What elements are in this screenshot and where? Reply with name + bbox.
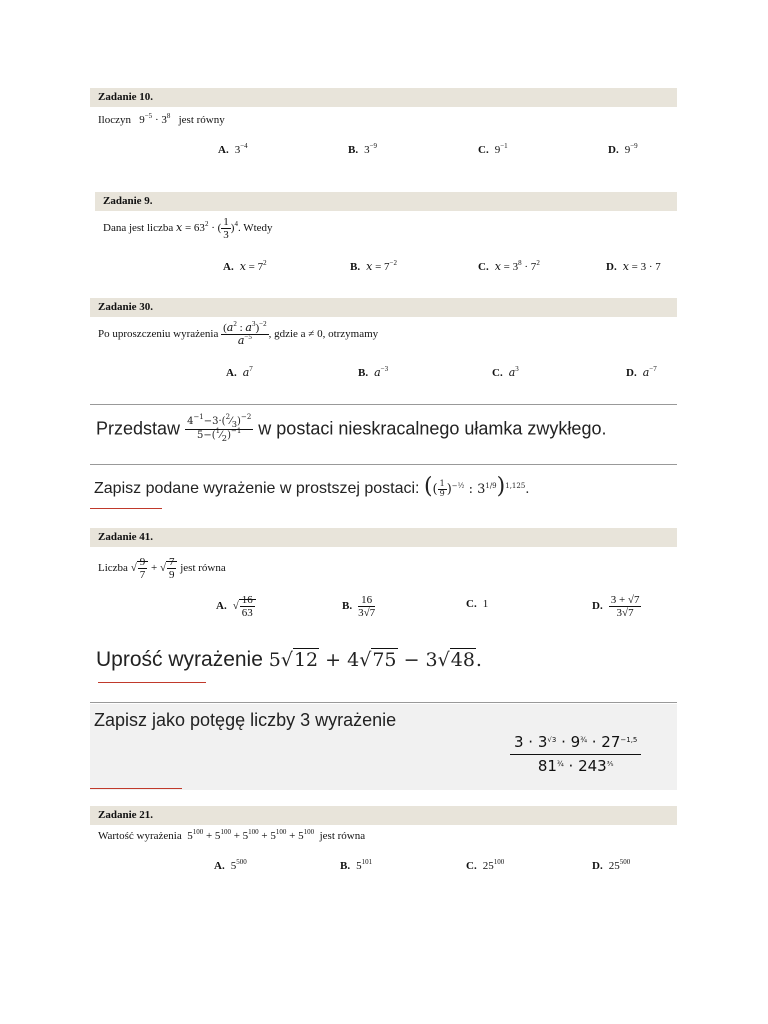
task-9-title: Zadanie 9. (95, 192, 677, 211)
task-21-title: Zadanie 21. (90, 806, 677, 825)
task-41-option-b[interactable]: B. $\frac{16}{3√7}$ (342, 594, 376, 620)
uprosc-expression: 5√12 + 4√75 − 3√48. (268, 649, 482, 671)
task-10-option-c[interactable]: C. $9^{-1}$ (478, 142, 508, 156)
task-41-option-d[interactable]: D. $\frac{3 + √7}{3√7}$ (592, 594, 640, 620)
task-10-option-b[interactable]: B. $3^{-9}$ (348, 142, 378, 156)
task-10-title: Zadanie 10. (90, 88, 677, 107)
task-10-question: Iloczyn $9^{-5} \cdot 3^8$ jest równy (98, 112, 225, 126)
task-41-option-c[interactable]: C. 1 (466, 598, 489, 610)
underline (98, 682, 206, 683)
task-21-option-b[interactable]: B. $5^{101}$ (340, 858, 373, 872)
task-30-title: Zadanie 30. (90, 298, 677, 317)
uprosc-task (90, 640, 677, 688)
task-41-option-a[interactable]: A. √ $\frac{16}{63}$ (216, 594, 256, 619)
underline (90, 788, 182, 789)
task-9-option-a[interactable]: A. $x = 7^2$ (223, 259, 267, 273)
task-9-option-c[interactable]: C. $x = 3^8 \cdot 7^2$ (478, 259, 540, 273)
task-9-option-b[interactable]: B. $x = 7^{-2}$ (350, 259, 397, 273)
task-30-option-b[interactable]: B. $a^{-3}$ (358, 365, 389, 379)
potega-expression: $\frac{3 \cdot 3^{√3} \cdot 9^{\frac{3}{4}} \cdot 27^{-1,5}}{81^{\frac{3}{4}} \cdot 243^{\frac{3}{5}}}$ (510, 734, 641, 774)
zapisz-lead: Zapisz podane wyrażenie w prostszej postaci: (94, 480, 420, 497)
zapisz-task (90, 466, 677, 512)
task-21-option-a[interactable]: A. $5^{500}$ (214, 858, 247, 872)
zapisz-expression: (( $\frac{1}{9}$ )$^{-\frac{1}{2}}$ : $3^{1/9})^{1,125}$. (423, 474, 530, 499)
przedstaw-lead: Przedstaw (96, 418, 181, 439)
przedstaw-fraction: $\frac{4^{-1}-3\cdot(^2⁄_3)^{-2}}{5-(^1⁄_2)^{-1}}$ (187, 413, 252, 444)
przedstaw-tail: w postaci nieskracalnego ułamka zwykłego. (258, 418, 607, 439)
task-21 (90, 806, 677, 882)
task-9 (95, 192, 677, 280)
task-30-option-a[interactable]: A. $a^7$ (226, 365, 253, 379)
task-30 (90, 298, 677, 390)
task-10-option-d[interactable]: D. $9^{-9}$ (608, 142, 638, 156)
potega-task (90, 704, 677, 790)
underline (90, 508, 162, 509)
task-41 (90, 528, 677, 624)
przedstaw-task (90, 406, 677, 460)
task-30-question: Po uproszczeniu wyrażenia $\frac{(a^2 : a^3)^{-2}}{a^{-5}}$ , gdzie a ≠ 0, otrzymamy (98, 320, 379, 348)
task-30-option-d[interactable]: D. $a^{-7}$ (626, 365, 657, 379)
uprosc-lead: Uprość wyrażenie (96, 648, 263, 671)
task-10-option-a[interactable]: A. $3^{-4}$ (218, 142, 248, 156)
task-10 (90, 88, 677, 176)
divider (90, 464, 677, 465)
task-21-option-d[interactable]: D. $25^{500}$ (592, 858, 631, 872)
divider (90, 404, 677, 405)
task-30-option-c[interactable]: C. $a^3$ (492, 365, 519, 379)
task-21-option-c[interactable]: C. $25^{100}$ (466, 858, 505, 872)
divider (90, 702, 677, 703)
task-41-title: Zadanie 41. (90, 528, 677, 547)
task-41-question: Liczba √ $\frac{9}{7}$ + √ $\frac{7}{9}$ jest równa (98, 556, 226, 582)
task-9-option-d[interactable]: D. x = 3 · 7 (606, 260, 661, 273)
potega-lead: Zapisz jako potęgę liczby 3 wyrażenie (94, 710, 397, 730)
task-9-question: Dana jest liczba $x = 63^2$ · ( $\frac{1}{3}$ )$^4$. Wtedy (103, 216, 273, 242)
task-21-question: Wartość wyrażenia $5^{100} + 5^{100} + 5^{100} + 5^{100} + 5^{100}$ jest równa (98, 828, 366, 842)
